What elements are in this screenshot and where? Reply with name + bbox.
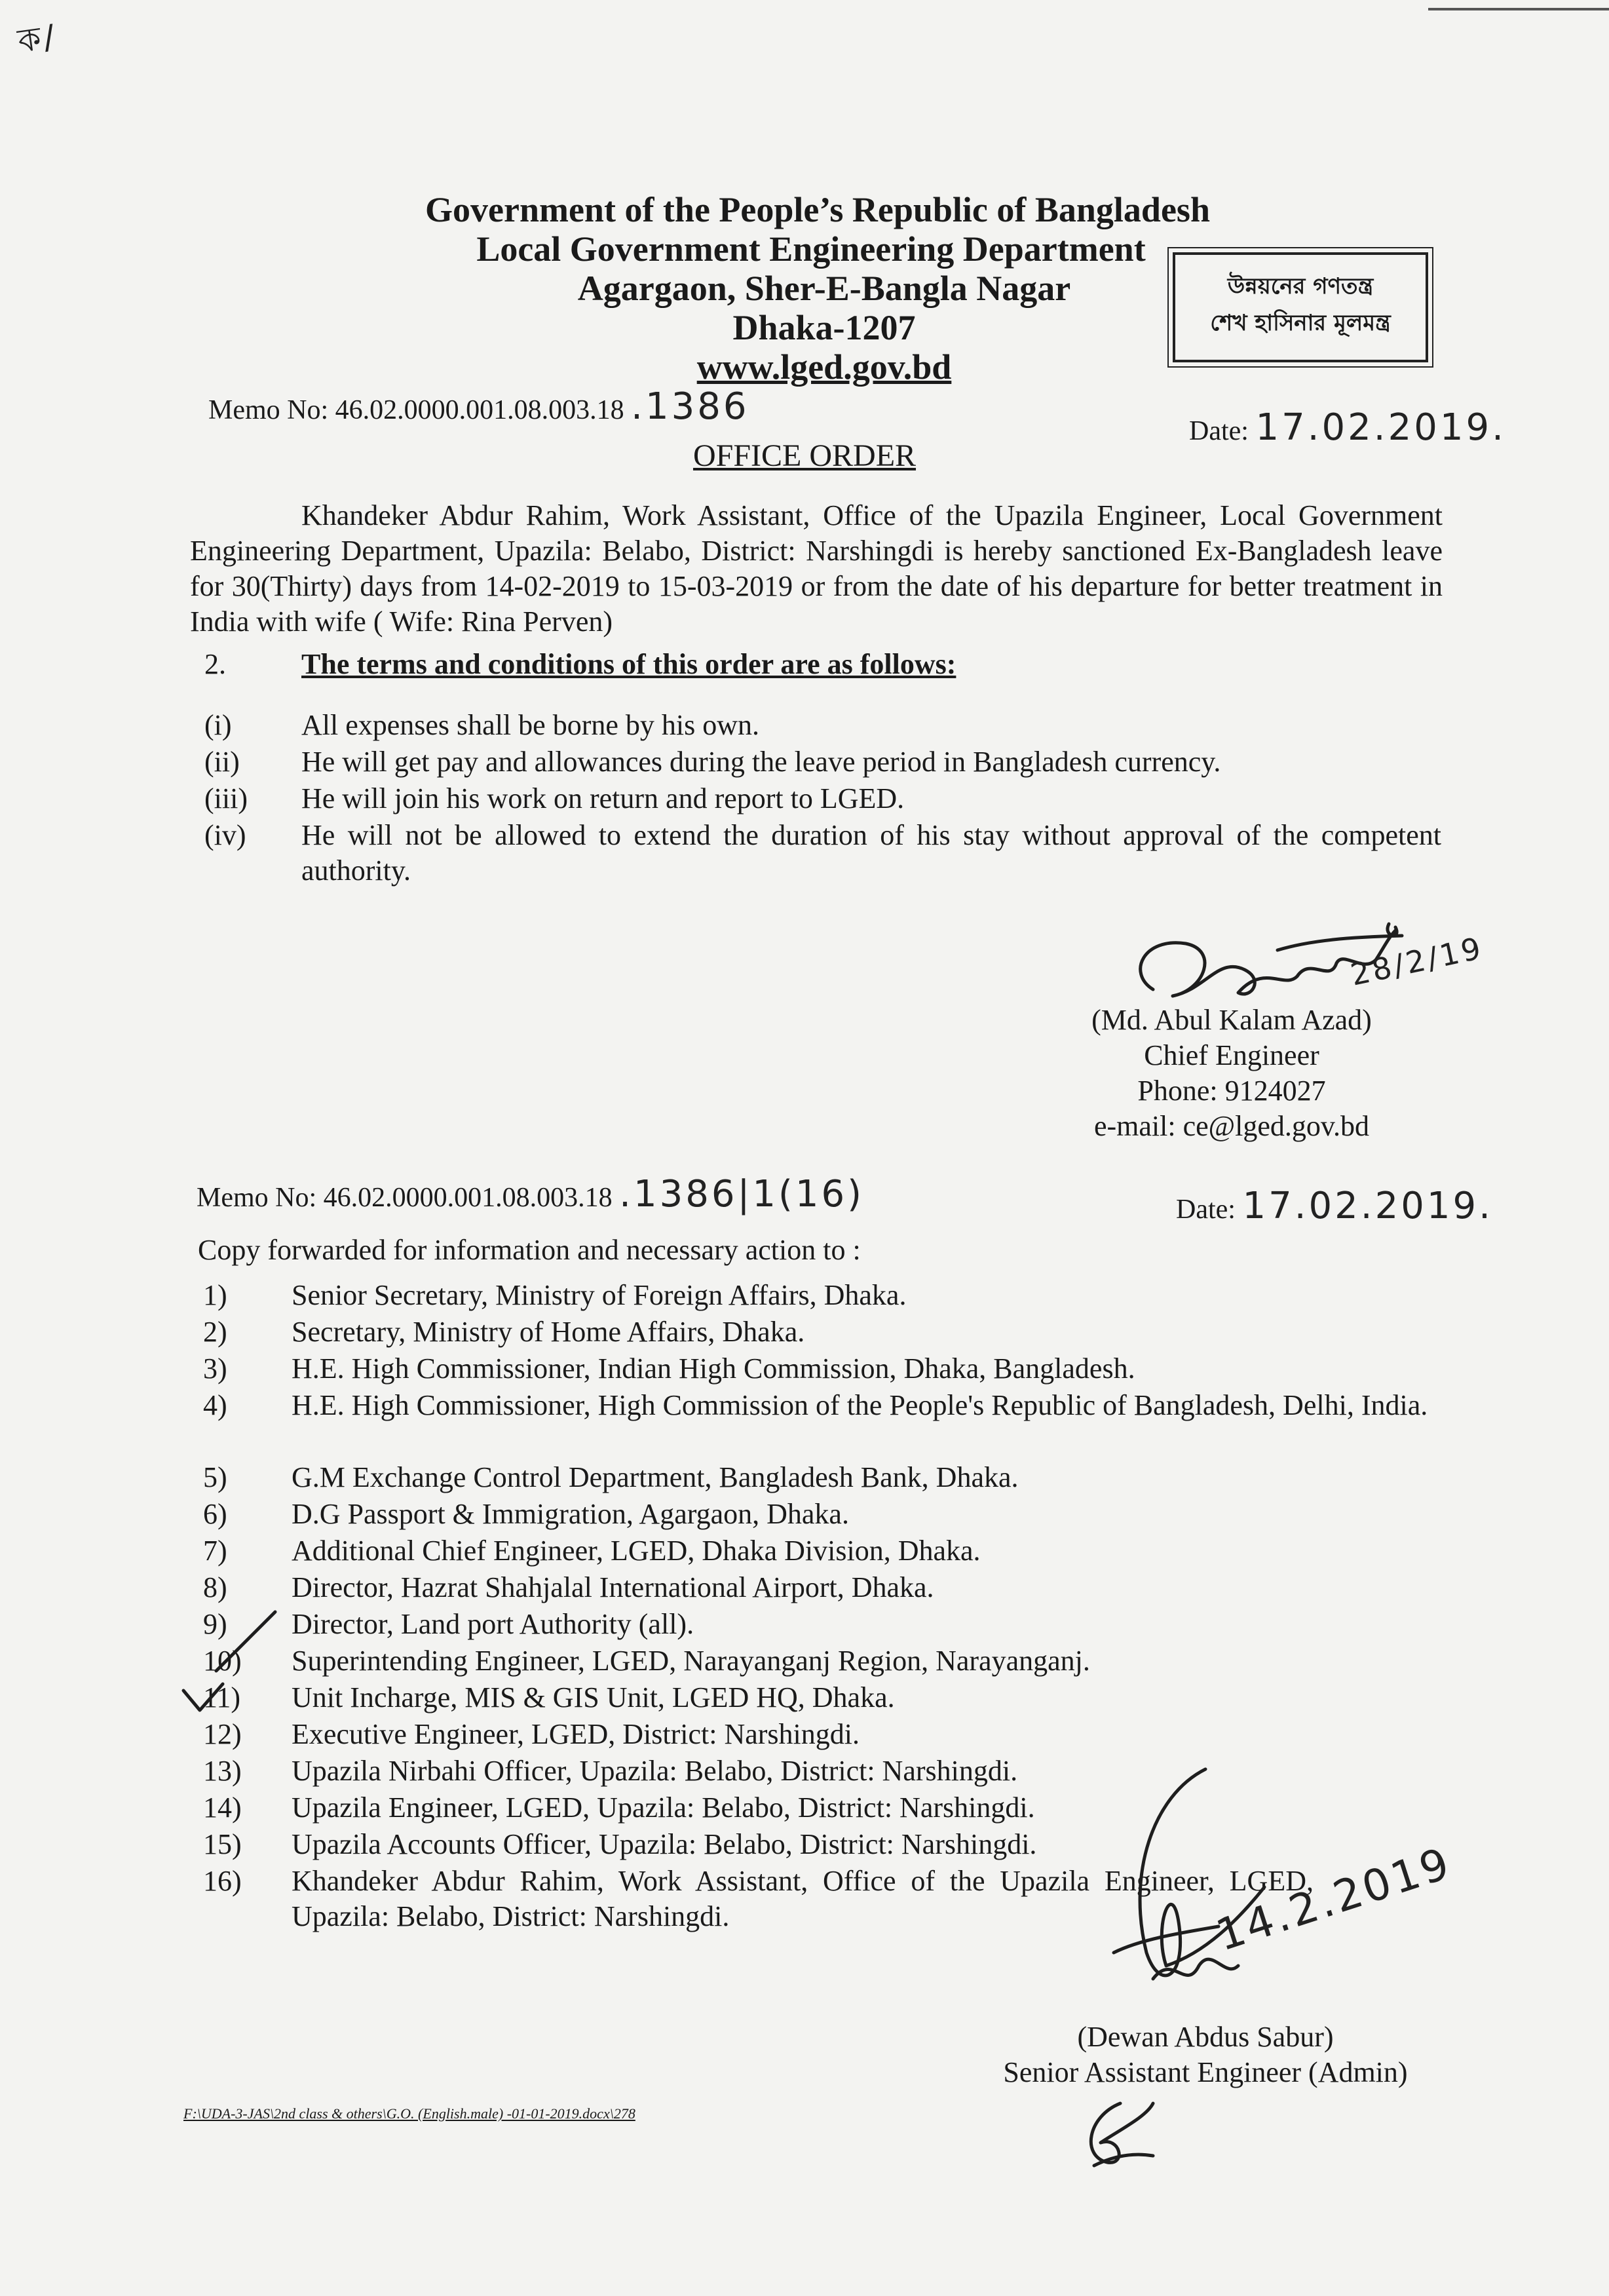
corner-handwritten-mark: ক/ <box>15 17 60 60</box>
chief-engineer-block <box>1035 1003 1428 1144</box>
terms-heading: The terms and conditions of this order are as follows: <box>301 648 956 680</box>
top-edge-line <box>1428 8 1609 10</box>
chief-engineer-phone: Phone: 9124027 <box>1137 1075 1326 1107</box>
office-order-title: OFFICE ORDER <box>692 438 917 473</box>
copy-memo-number <box>197 1173 864 1215</box>
list-item-text: G.M Exchange Control Department, Bangladesh Bank, Dhaka. <box>292 1461 1019 1493</box>
condition-number: (ii) <box>204 746 240 778</box>
condition-text: He will not be allowed to extend the duration of his stay without approval of the competent authority. <box>301 819 1441 887</box>
section-number: 2. <box>204 648 226 680</box>
memo-number-handwritten: .1386 <box>631 385 749 428</box>
condition-text: He will join his work on return and report to LGED. <box>301 782 905 814</box>
copy-date-handwritten: 17.02.2019. <box>1242 1185 1493 1227</box>
memo-number-label: Memo No: 46.02.0000.001.08.003.18 <box>208 395 624 425</box>
list-item-text: Secretary, Ministry of Home Affairs, Dhaka. <box>292 1316 805 1348</box>
slogan-line-2: শেখ হাসিনার মূলমন্ত্র <box>1210 310 1391 336</box>
senior-engineer-block <box>917 2019 1494 2090</box>
letterhead-website: www.lged.gov.bd <box>696 347 952 387</box>
list-item-number: 7) <box>203 1535 227 1567</box>
order-date-handwritten: 17.02.2019. <box>1255 406 1506 449</box>
slogan-box <box>1173 252 1428 362</box>
list-item-number: 9) <box>203 1608 227 1640</box>
chief-engineer-email: e-mail: ce@lged.gov.bd <box>1093 1110 1370 1142</box>
list-item-text: H.E. High Commissioner, High Commission of the People's Republic of Bangladesh, Delhi, India. <box>292 1389 1428 1421</box>
condition-text: All expenses shall be borne by his own. <box>301 709 759 741</box>
order-body-paragraph: Khandeker Abdur Rahim, Work Assistant, Office of the Upazila Engineer, Local Government Engineering Department, Upazila: Belabo, District: Narshingdi is hereby sanctioned Ex-Bangladesh leave for 30(Thirty) days from 14-02-2019 to 15-03-2019 or from the date of his departure for better treatment in India with wife ( Wife: Rina Perven) <box>190 499 1443 638</box>
list-item-number: 4) <box>203 1389 227 1421</box>
list-item-number: 3) <box>203 1352 227 1385</box>
copy-date-label: Date: <box>1176 1195 1236 1225</box>
senior-engineer-signature-date: 14.2.2019 <box>1210 1837 1458 1961</box>
list-item-number: 13) <box>203 1755 242 1787</box>
copy-memo-number-handwritten: .1386|1(16) <box>619 1173 864 1215</box>
condition-number: (iv) <box>204 819 246 851</box>
letterhead-government: Government of the People’s Republic of Bangladesh <box>425 190 1210 229</box>
list-item-text: H.E. High Commissioner, Indian High Commission, Dhaka, Bangladesh. <box>292 1352 1135 1385</box>
list-item-text: Upazila Engineer, LGED, Upazila: Belabo, District: Narshingdi. <box>292 1791 1035 1824</box>
letterhead-city: Dhaka-1207 <box>732 308 916 347</box>
file-path-footer: F:\UDA-3-JAS\2nd class & others\G.O. (English.male) -01-01-2019.docx\278 <box>183 2105 635 2122</box>
condition-number: (i) <box>204 709 232 741</box>
letterhead-department: Local Government Engineering Department <box>476 229 1146 269</box>
condition-text: He will get pay and allowances during the leave period in Bangladesh currency. <box>301 746 1221 778</box>
list-item-text: Upazila Nirbahi Officer, Upazila: Belabo, District: Narshingdi. <box>292 1755 1018 1787</box>
senior-engineer-name: (Dewan Abdus Sabur) <box>1077 2021 1334 2053</box>
list-item-number: 15) <box>203 1828 242 1860</box>
list-item-number: 10) <box>203 1645 242 1677</box>
letterhead-address: Agargaon, Sher-E-Bangla Nagar <box>577 269 1071 308</box>
list-item-number: 16) <box>203 1865 242 1897</box>
copy-date <box>1176 1185 1493 1227</box>
condition-number: (iii) <box>204 782 248 814</box>
list-item-number: 5) <box>203 1461 227 1493</box>
list-item-text: Executive Engineer, LGED, District: Narshingdi. <box>292 1718 860 1750</box>
list-item-text: D.G Passport & Immigration, Agargaon, Dhaka. <box>292 1498 849 1530</box>
senior-engineer-title: Senior Assistant Engineer (Admin) <box>1003 2056 1408 2088</box>
chief-engineer-title: Chief Engineer <box>1144 1039 1319 1071</box>
list-item-text: Director, Hazrat Shahjalal International Airport, Dhaka. <box>292 1571 934 1603</box>
memo-number <box>208 385 749 428</box>
list-item-text: Director, Land port Authority (all). <box>292 1608 694 1640</box>
copy-memo-number-label: Memo No: 46.02.0000.001.08.003.18 <box>197 1183 613 1213</box>
list-item-text: Khandeker Abdur Rahim, Work Assistant, Office of the Upazila Engineer, LGED, Upazila: Belabo, District: Narshingdi. <box>292 1865 1314 1932</box>
check-mark-annotation <box>164 1605 334 1723</box>
list-item-number: 1) <box>203 1279 227 1311</box>
list-item-number: 11) <box>203 1681 241 1713</box>
list-item-text: Superintending Engineer, LGED, Narayanganj Region, Narayanganj. <box>292 1645 1090 1677</box>
list-item-text: Upazila Accounts Officer, Upazila: Belabo, District: Narshingdi. <box>292 1828 1037 1860</box>
list-item-number: 2) <box>203 1316 227 1348</box>
list-item-text: Additional Chief Engineer, LGED, Dhaka Division, Dhaka. <box>292 1535 981 1567</box>
list-item-number: 6) <box>203 1498 227 1530</box>
list-item-number: 12) <box>203 1718 242 1750</box>
copy-forward-intro: Copy forwarded for information and necessary action to : <box>198 1234 861 1266</box>
order-date-label: Date: <box>1189 416 1249 446</box>
list-item-number: 14) <box>203 1791 242 1824</box>
list-item-number: 8) <box>203 1571 227 1603</box>
slogan-line-1: উন্নয়নের গণতন্ত্র <box>1227 273 1374 299</box>
list-item-text: Unit Incharge, MIS & GIS Unit, LGED HQ, Dhaka. <box>292 1681 895 1713</box>
initials-mark <box>1068 2090 1173 2175</box>
list-item-text: Senior Secretary, Ministry of Foreign Affairs, Dhaka. <box>292 1279 907 1311</box>
chief-engineer-name: (Md. Abul Kalam Azad) <box>1091 1004 1372 1036</box>
chief-engineer-signature-date: 28/2/19 <box>1347 930 1486 993</box>
